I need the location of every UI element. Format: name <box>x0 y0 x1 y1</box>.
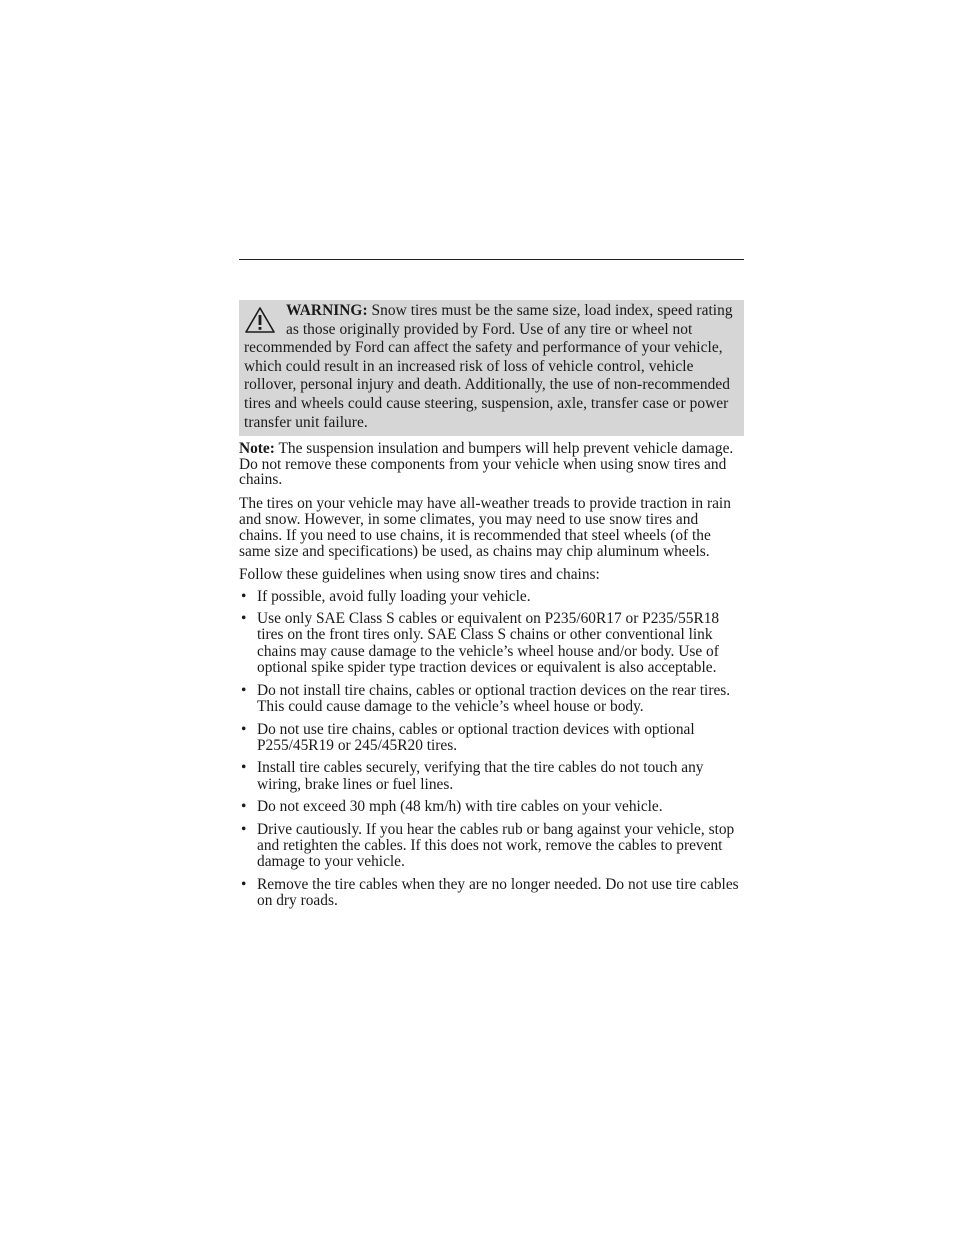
list-item <box>239 822 744 871</box>
bullet-icon: • <box>241 798 247 816</box>
warning-box <box>239 300 744 436</box>
warning-label: WARNING: <box>286 302 368 319</box>
bullet-icon: • <box>241 820 247 838</box>
list-item <box>239 683 744 716</box>
list-item <box>239 611 744 677</box>
list-item-text: Drive cautiously. If you hear the cables rub or bang against your vehicle, stop and retighten the cables. If this does not work, remove the cables to prevent damage to your vehicle. <box>257 820 735 871</box>
guidelines-list <box>239 589 744 910</box>
bullet-icon: • <box>241 759 247 777</box>
guidelines-intro: Follow these guidelines when using snow tires and chains: <box>239 566 600 584</box>
note-text: The suspension insulation and bumpers will help prevent vehicle damage. Do not remove these components from your vehicle when using snow tires and chains. <box>239 440 734 489</box>
warning-triangle-icon <box>244 306 276 334</box>
list-item <box>239 589 744 605</box>
bullet-icon: • <box>241 875 247 893</box>
list-item <box>239 722 744 755</box>
bullet-icon: • <box>241 587 247 605</box>
warning-text: Snow tires must be the same size, load index, speed rating as those originally provided by Ford. Use of any tire or wheel not recommended by Ford can affect the safety and performance of your vehicle, which could result in an increased risk of loss of vehicle control, vehicle rollover, personal injury and death. Additionally, the use of non-recommended tires and wheels could cause steering, suspension, axle, transfer case or power transfer unit failure. <box>244 302 733 431</box>
list-item-text: Do not install tire chains, cables or optional traction devices on the rear tires. This could cause damage to the vehicle’s wheel house or body. <box>257 681 731 716</box>
traction-paragraph: The tires on your vehicle may have all-weather treads to provide traction in rain and snow. However, in some climates, you may need to use snow tires and chains. If you need to use chains, it is recommended that steel wheels (of the same size and specifications) be used, as chains may chip aluminum wheels. <box>239 494 731 561</box>
note-paragraph <box>239 441 744 488</box>
list-item <box>239 760 744 793</box>
header-rule <box>239 259 744 260</box>
list-item <box>239 799 744 815</box>
page-content <box>239 300 744 916</box>
list-item-text: If possible, avoid fully loading your vehicle. <box>257 587 531 605</box>
bullet-icon: • <box>241 610 247 628</box>
list-item <box>239 877 744 910</box>
note-label: Note: <box>239 440 275 458</box>
list-item-text: Do not exceed 30 mph (48 km/h) with tire cables on your vehicle. <box>257 798 663 816</box>
bullet-icon: • <box>241 720 247 738</box>
list-item-text: Install tire cables securely, verifying that the tire cables do not touch any wiring, brake lines or fuel lines. <box>257 759 704 793</box>
list-item-text: Use only SAE Class S cables or equivalent on P235/60R17 or P235/55R18 tires on the front tires only. SAE Class S chains or other conventional link chains may cause damage to the vehicle’s wheel house and/or body. Use of optional spike spider type traction devices or equivalent is also acceptable. <box>257 610 720 677</box>
list-item-text: Remove the tire cables when they are no longer needed. Do not use tire cables on dry roads. <box>257 875 739 910</box>
bullet-icon: • <box>241 681 247 699</box>
list-item-text: Do not use tire chains, cables or optional traction devices with optional P255/45R19 or 245/45R20 tires. <box>257 720 695 754</box>
